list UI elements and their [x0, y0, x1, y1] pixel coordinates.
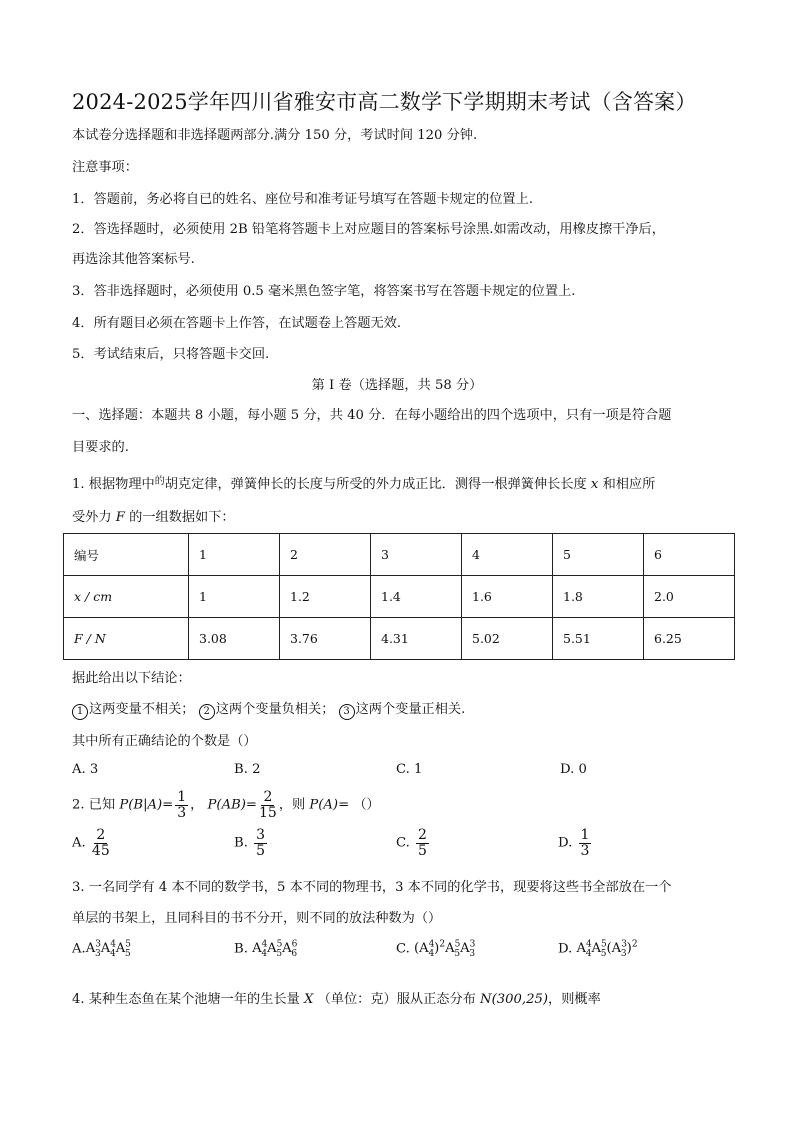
question-4-stem: 4. 某种生态鱼在某个池塘一年的生长量 X （单位：克）服从正态分布 N(300,25)，则概率 — [72, 992, 601, 1007]
question-1-conclusions: 1 这两变量不相关； 2 这两个变量负相关； 3 这两个变量正相关. — [72, 698, 465, 720]
table-cell: 1.8 — [553, 576, 644, 618]
table-cell: 1 — [189, 534, 280, 576]
table-cell: 4.31 — [371, 618, 462, 660]
notice-item: 2．答选择题时，必须使用 2B 铅笔将答题卡上对应题目的答案标号涂黑.如需改动，用橡皮擦干净后， — [72, 222, 665, 237]
notice-item: 5．考试结束后，只将答题卡交回. — [72, 347, 270, 362]
section-intro: 一、选择题：本题共 8 小题，每小题 5 分，共 40 分．在每小题给出的四个选项中，只有一项是符合题 — [72, 408, 672, 423]
circled-number-icon: 1 — [72, 704, 88, 720]
notice-item: 再选涂其他答案标号. — [72, 252, 195, 267]
option-d: D. $\frac{1}{3}$ — [558, 827, 590, 859]
circled-number-icon: 3 — [339, 704, 355, 720]
table-row-label: x / cm — [64, 576, 189, 618]
table-cell: 3 — [371, 534, 462, 576]
table-cell: 1.6 — [462, 576, 553, 618]
table-cell: 4 — [462, 534, 553, 576]
table-row-label: 编号 — [64, 534, 189, 576]
option-a: A. $\frac{2}{45}$ — [72, 827, 110, 859]
question-1-stem: 1. 根据物理中$^的$胡克定律，弹簧伸长的长度与所受的外力成正比．测得一根弹簧伸长长度 x 和相应所 — [72, 476, 656, 492]
option-c: C. $(A^4_4)^2A^5_5A^3_3$ — [396, 940, 476, 960]
option-b: B. $\frac{3}{5}$ — [234, 827, 266, 859]
question-3-stem-cont: 单层的书架上，且同科目的书不分开，则不同的放法种数为（） — [72, 911, 442, 926]
table-cell: 2 — [280, 534, 371, 576]
fraction: $\frac{1}{3}$ — [580, 827, 590, 859]
data-table — [63, 533, 735, 660]
notice-item: 1．答题前，务必将自已的姓名、座位号和准考证号填写在答题卡规定的位置上. — [72, 192, 533, 207]
option-d: D. $A^4_4A^5_5(A^3_3)^2$ — [558, 940, 638, 960]
question-3-stem: 3. 一名同学有 4 本不同的数学书，5 本不同的物理书，3 本不同的化学书，现要将这些书全部放在一个 — [72, 880, 672, 895]
table-cell: 1.4 — [371, 576, 462, 618]
notice-heading: 注意事项： — [72, 160, 138, 175]
option-b: B. 2 — [234, 762, 261, 777]
table-cell: 5 — [553, 534, 644, 576]
table-cell: 5.51 — [553, 618, 644, 660]
question-1-stem-cont: 受外力 F 的一组数据如下： — [72, 510, 235, 525]
question-2-stem: 2. 已知 P(B|A)= $\frac{1}{3}$ ， P(AB)= $\frac{2}{15}$ ，则 P(A)= （） — [72, 789, 380, 821]
table-cell: 6 — [644, 534, 735, 576]
notice-item: 3．答非选择题时，必须使用 0.5 毫米黑色签字笔，将答案书写在答题卡规定的位置上. — [72, 284, 576, 299]
table-cell: 5.02 — [462, 618, 553, 660]
table-row — [64, 576, 735, 618]
table-cell: 3.08 — [189, 618, 280, 660]
option-a: A. 3 — [72, 762, 99, 777]
table-cell: 2.0 — [644, 576, 735, 618]
table-row — [64, 618, 735, 660]
table-row — [64, 534, 735, 576]
option-c: C. 1 — [396, 762, 423, 777]
option-b: B. $A^4_4A^5_5A^6_6$ — [234, 940, 298, 960]
question-1-ask: 其中所有正确结论的个数是（） — [72, 734, 257, 749]
option-c: C. $\frac{2}{5}$ — [396, 827, 427, 859]
table-row-label: F / N — [64, 618, 189, 660]
section-title: 第 I 卷（选择题，共 58 分） — [311, 378, 483, 393]
fraction: $\frac{2}{45}$ — [91, 827, 110, 859]
table-cell: 1.2 — [280, 576, 371, 618]
option-d: D. 0 — [560, 762, 587, 777]
fraction: $\frac{2}{15}$ — [258, 789, 277, 821]
fraction: $\frac{2}{5}$ — [418, 827, 427, 859]
question-1-conclusion-intro: 据此给出以下结论： — [72, 671, 191, 686]
circled-number-icon: 2 — [199, 704, 215, 720]
fraction: $\frac{1}{3}$ — [177, 789, 187, 821]
table-cell: 1 — [189, 576, 280, 618]
section-intro: 目要求的. — [72, 440, 129, 455]
fraction: $\frac{3}{5}$ — [256, 827, 266, 859]
option-a: $A.A^3_3A^4_4A^5_5$ — [72, 940, 131, 960]
notice-item: 4．所有题目必须在答题卡上作答，在试题卷上答题无效. — [72, 316, 402, 331]
intro-text: 本试卷分选择题和非选择题两部分.满分 150 分，考试时间 120 分钟. — [72, 128, 478, 143]
table-cell: 3.76 — [280, 618, 371, 660]
page-title: 2024-2025学年四川省雅安市高二数学下学期期末考试（含答案） — [72, 90, 697, 114]
table-cell: 6.25 — [644, 618, 735, 660]
